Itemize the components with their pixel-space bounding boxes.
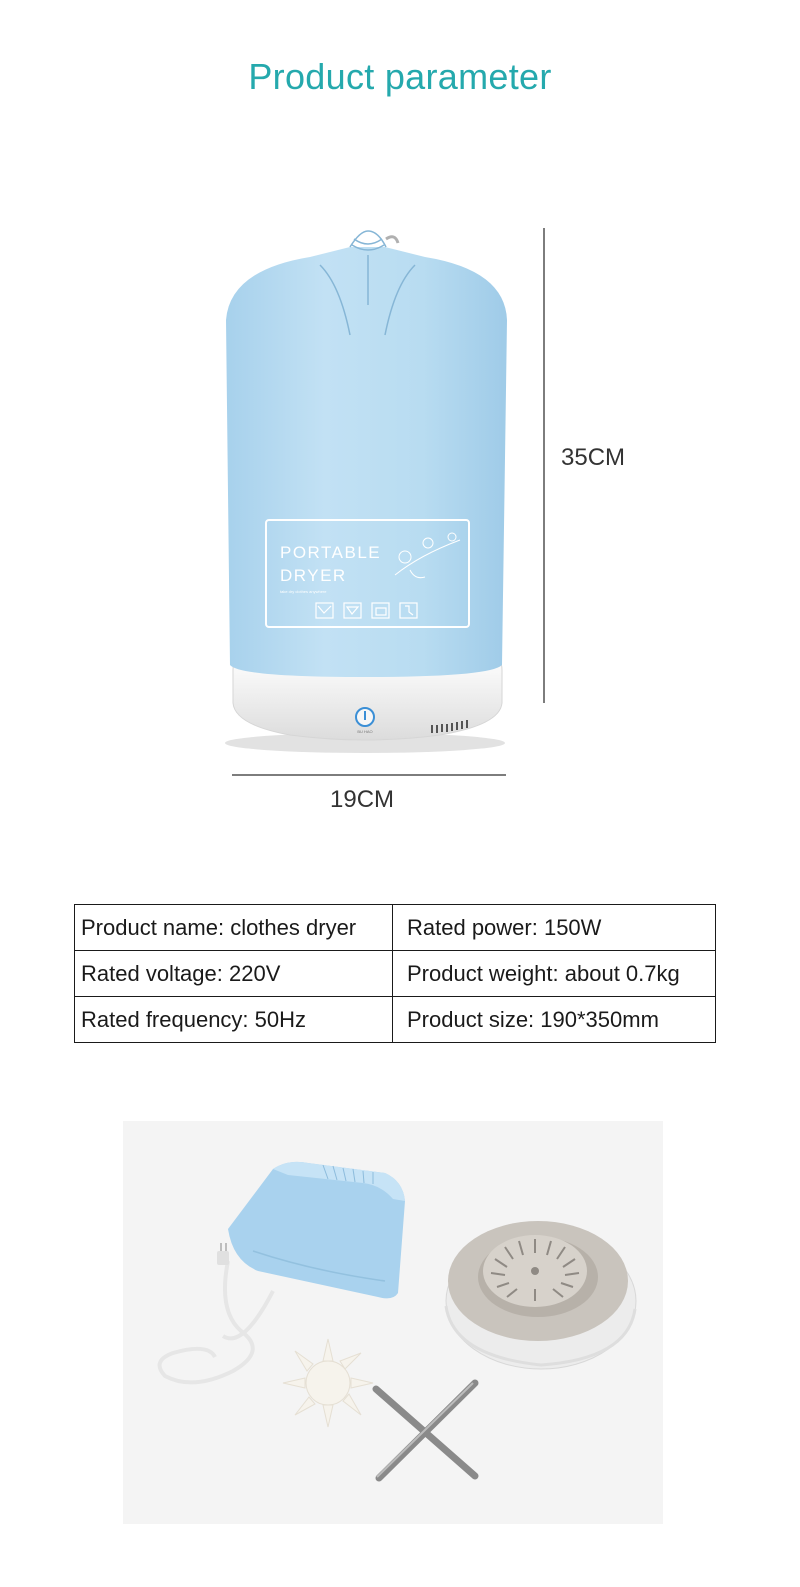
label-line1: PORTABLE [280, 543, 382, 562]
power-button [356, 708, 374, 734]
table-cell: Product weight: about 0.7kg [393, 951, 716, 997]
width-dimension-line [232, 774, 506, 776]
heater-base [446, 1221, 636, 1369]
table-row [75, 905, 716, 951]
components-photo [123, 1121, 663, 1524]
label-tagline: take dry clothes anywhere [280, 589, 327, 594]
table-cell: Product name: clothes dryer [75, 905, 393, 951]
table-cell: Rated frequency: 50Hz [75, 997, 393, 1043]
table-row [75, 997, 716, 1043]
dryer-product-image [200, 225, 530, 755]
table-cell: Rated voltage: 220V [75, 951, 393, 997]
label-line2: DRYER [280, 566, 347, 585]
table-cell: Rated power: 150W [393, 905, 716, 951]
table-cell: Product size: 190*350mm [393, 997, 716, 1043]
width-dimension-label: 19CM [330, 786, 395, 813]
height-dimension-label: 35CM [561, 444, 626, 471]
cloth-bag [226, 247, 507, 677]
parameters-table [74, 904, 716, 1043]
page-title: Product parameter [248, 56, 552, 97]
height-dimension-line [543, 228, 545, 703]
drawstring-loop [386, 237, 398, 243]
table-row [75, 951, 716, 997]
button-text: BU HAO [357, 729, 373, 734]
